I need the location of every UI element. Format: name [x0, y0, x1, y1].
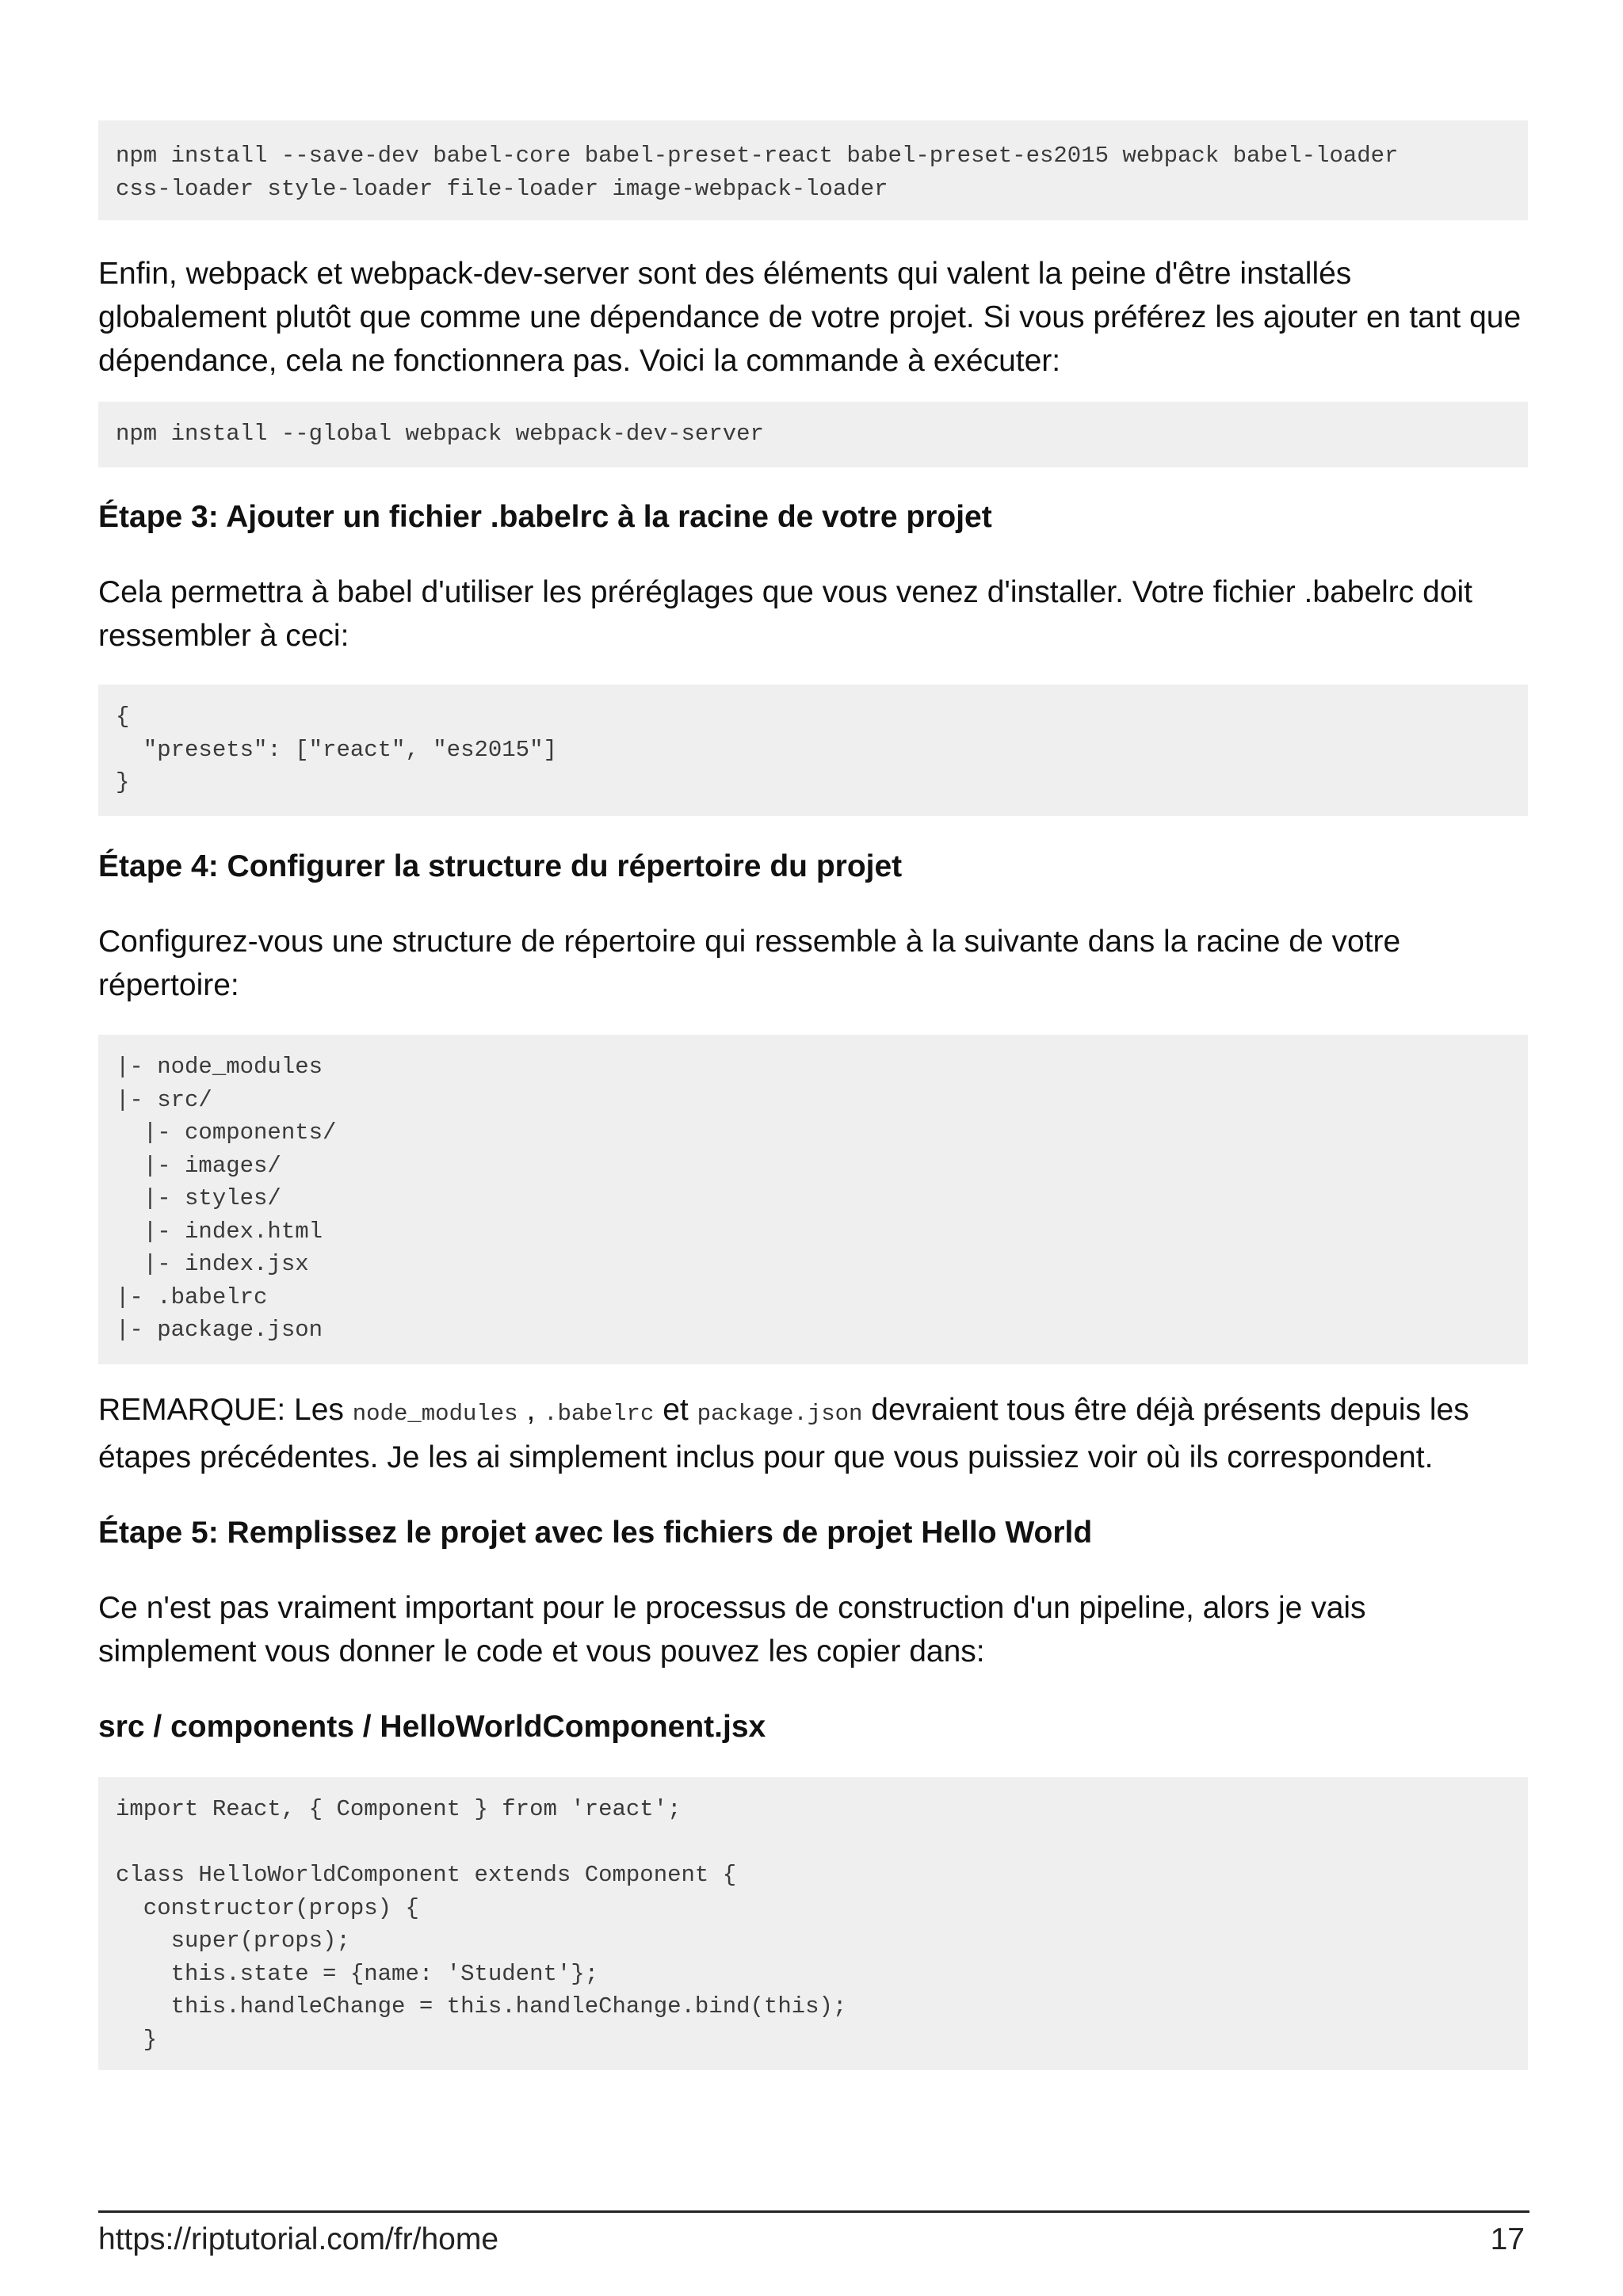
paragraph-babelrc: Cela permettra à babel d'utiliser les préréglages que vous venez d'installer. Votre fichier .babelrc doit ressembler à ceci: — [98, 575, 1473, 653]
heading-step-5: Étape 5: Remplissez le projet avec les fichiers de projet Hello World — [98, 1516, 1093, 1550]
note-separator-et: et — [663, 1393, 689, 1427]
page-content — [98, 120, 1528, 2070]
inline-code-node-modules: node_modules — [352, 1401, 518, 1427]
heading-step-3: Étape 3: Ajouter un fichier .babelrc à la racine de votre projet — [98, 500, 992, 534]
note-separator-comma: , — [526, 1393, 536, 1427]
paragraph-webpack-global: Enfin, webpack et webpack-dev-server sont des éléments qui valent la peine d'être installés globalement plutôt que comme une dépendance de votre projet. Si vous préférez les ajouter en tant que dépendance, cela ne fonctionnera pas. Voici la commande à exécuter: — [98, 257, 1522, 378]
code-block-hello-world-component: import React, { Component } from 'react'; class HelloWorldComponent extends Component { constructor(props) { super(props); this.state = {name: 'Student'}; this.handleChange = this.handleChange.bind(this); } — [98, 1777, 1528, 2070]
heading-step-4: Étape 4: Configurer la structure du répertoire du projet — [98, 849, 903, 883]
code-block-babelrc: { "presets": ["react", "es2015"] } — [98, 685, 1528, 816]
code-block-install-dev: npm install --save-dev babel-core babel-preset-react babel-preset-es2015 webpack babel-loader css-loader style-loader file-loader image-webpack-loader — [98, 120, 1528, 220]
paragraph-structure: Configurez-vous une structure de répertoire qui ressemble à la suivante dans la racine de votre répertoire: — [98, 925, 1401, 1002]
footer-divider — [98, 2210, 1529, 2213]
code-block-directory-tree: |- node_modules |- src/ |- components/ |- images/ |- styles/ |- index.html |- index.jsx |- .babelrc |- package.json — [98, 1035, 1528, 1364]
inline-code-package-json: package.json — [697, 1401, 863, 1427]
paragraph-note — [98, 1388, 1528, 1479]
heading-file-path: src / components / HelloWorldComponent.jsx — [98, 1710, 766, 1744]
inline-code-babelrc: .babelrc — [544, 1401, 655, 1427]
note-suffix: devraient tous être déjà présents depuis les étapes précédentes. Je les ai simplement inclus pour que vous puissiez voir où ils correspondent. — [98, 1393, 1469, 1474]
paragraph-step-5: Ce n'est pas vraiment important pour le processus de construction d'un pipeline, alors je vais simplement vous donner le code et vous pouvez les copier dans: — [98, 1591, 1366, 1669]
page-number: 17 — [1490, 2222, 1525, 2256]
note-prefix: REMARQUE: Les — [98, 1393, 344, 1427]
code-block-install-global: npm install --global webpack webpack-dev-server — [98, 402, 1528, 467]
footer-url-link[interactable]: https://riptutorial.com/fr/home — [98, 2222, 499, 2256]
